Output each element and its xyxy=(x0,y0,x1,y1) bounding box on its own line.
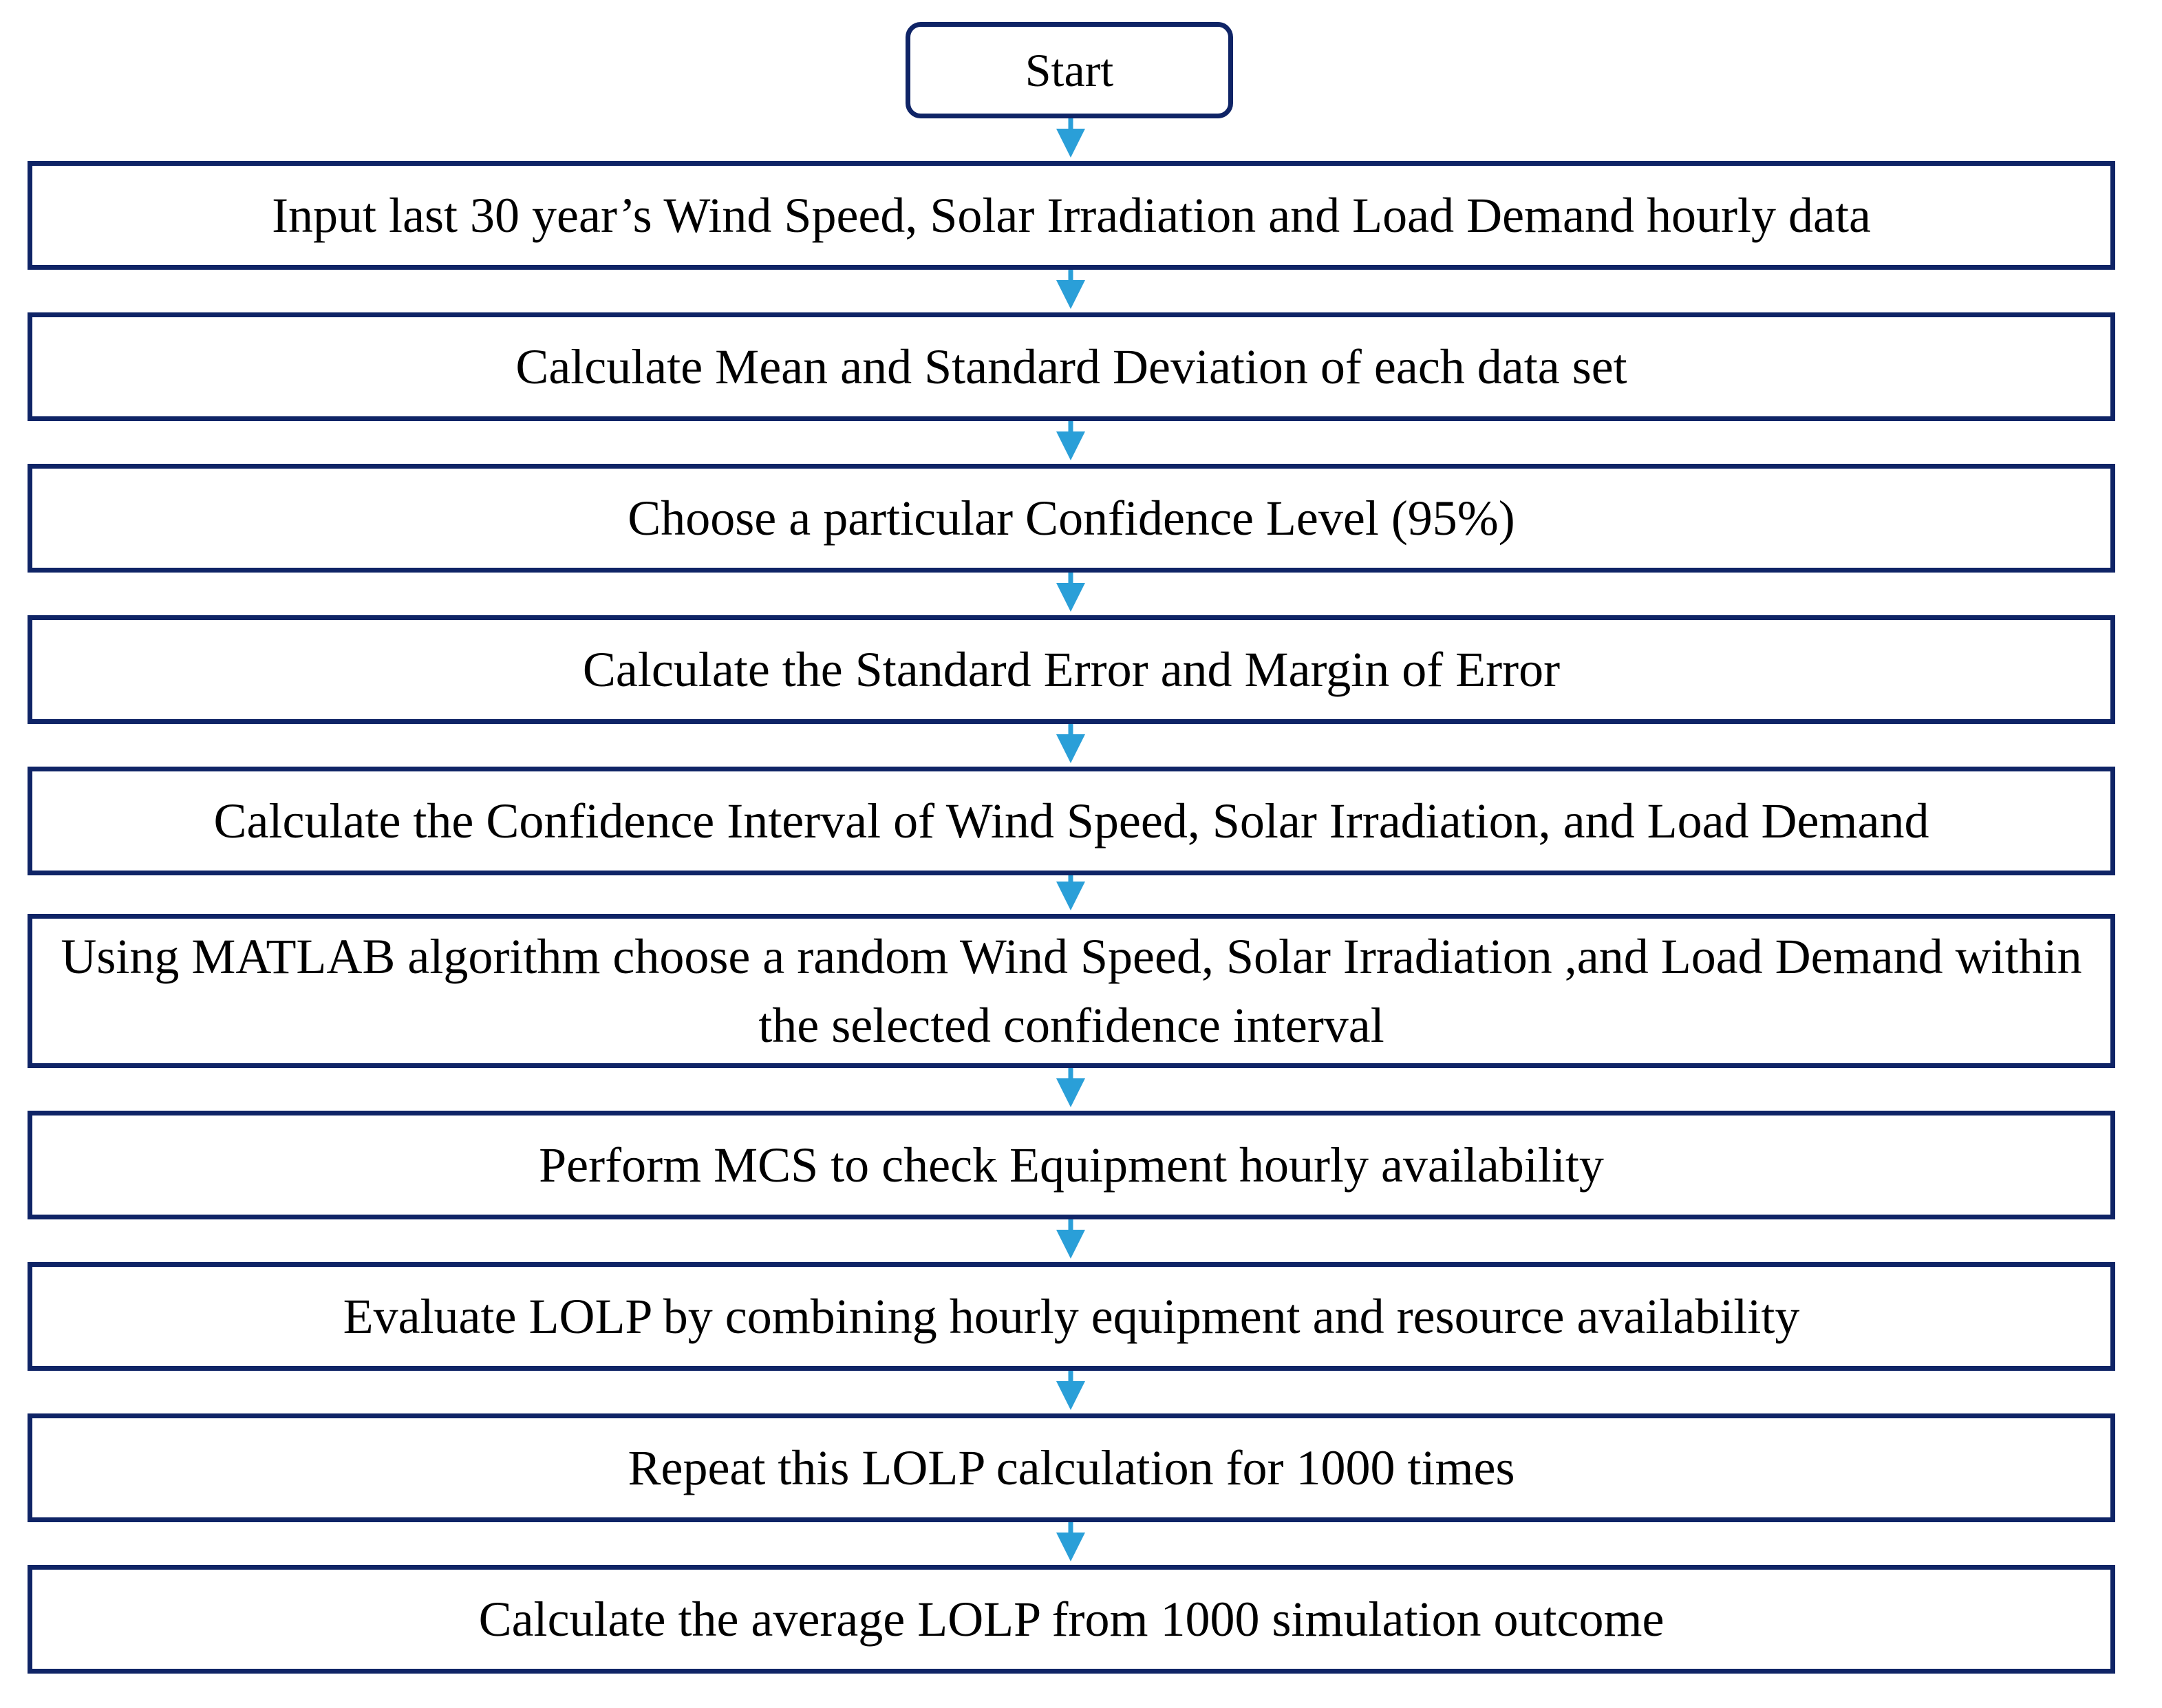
start-node: Start xyxy=(906,22,1233,118)
step-7-perform-mcs: Perform MCS to check Equipment hourly availability xyxy=(28,1111,2115,1219)
step-8-evaluate-lolp: Evaluate LOLP by combining hourly equipment and resource availability xyxy=(28,1262,2115,1371)
step-6-matlab-random: Using MATLAB algorithm choose a random Wind Speed, Solar Irradiation ,and Load Demand within the selected confidence interval xyxy=(28,914,2115,1068)
step-10-average-lolp: Calculate the average LOLP from 1000 simulation outcome xyxy=(28,1565,2115,1674)
step-9-repeat-lolp: Repeat this LOLP calculation for 1000 times xyxy=(28,1413,2115,1522)
step-4-standard-error: Calculate the Standard Error and Margin of Error xyxy=(28,615,2115,724)
step-1-input-data: Input last 30 year’s Wind Speed, Solar Irradiation and Load Demand hourly data xyxy=(28,161,2115,270)
step-5-confidence-interval: Calculate the Confidence Interval of Wind Speed, Solar Irradiation, and Load Demand xyxy=(28,767,2115,875)
step-3-confidence-level: Choose a particular Confidence Level (95%) xyxy=(28,464,2115,573)
step-2-mean-std: Calculate Mean and Standard Deviation of each data set xyxy=(28,312,2115,421)
